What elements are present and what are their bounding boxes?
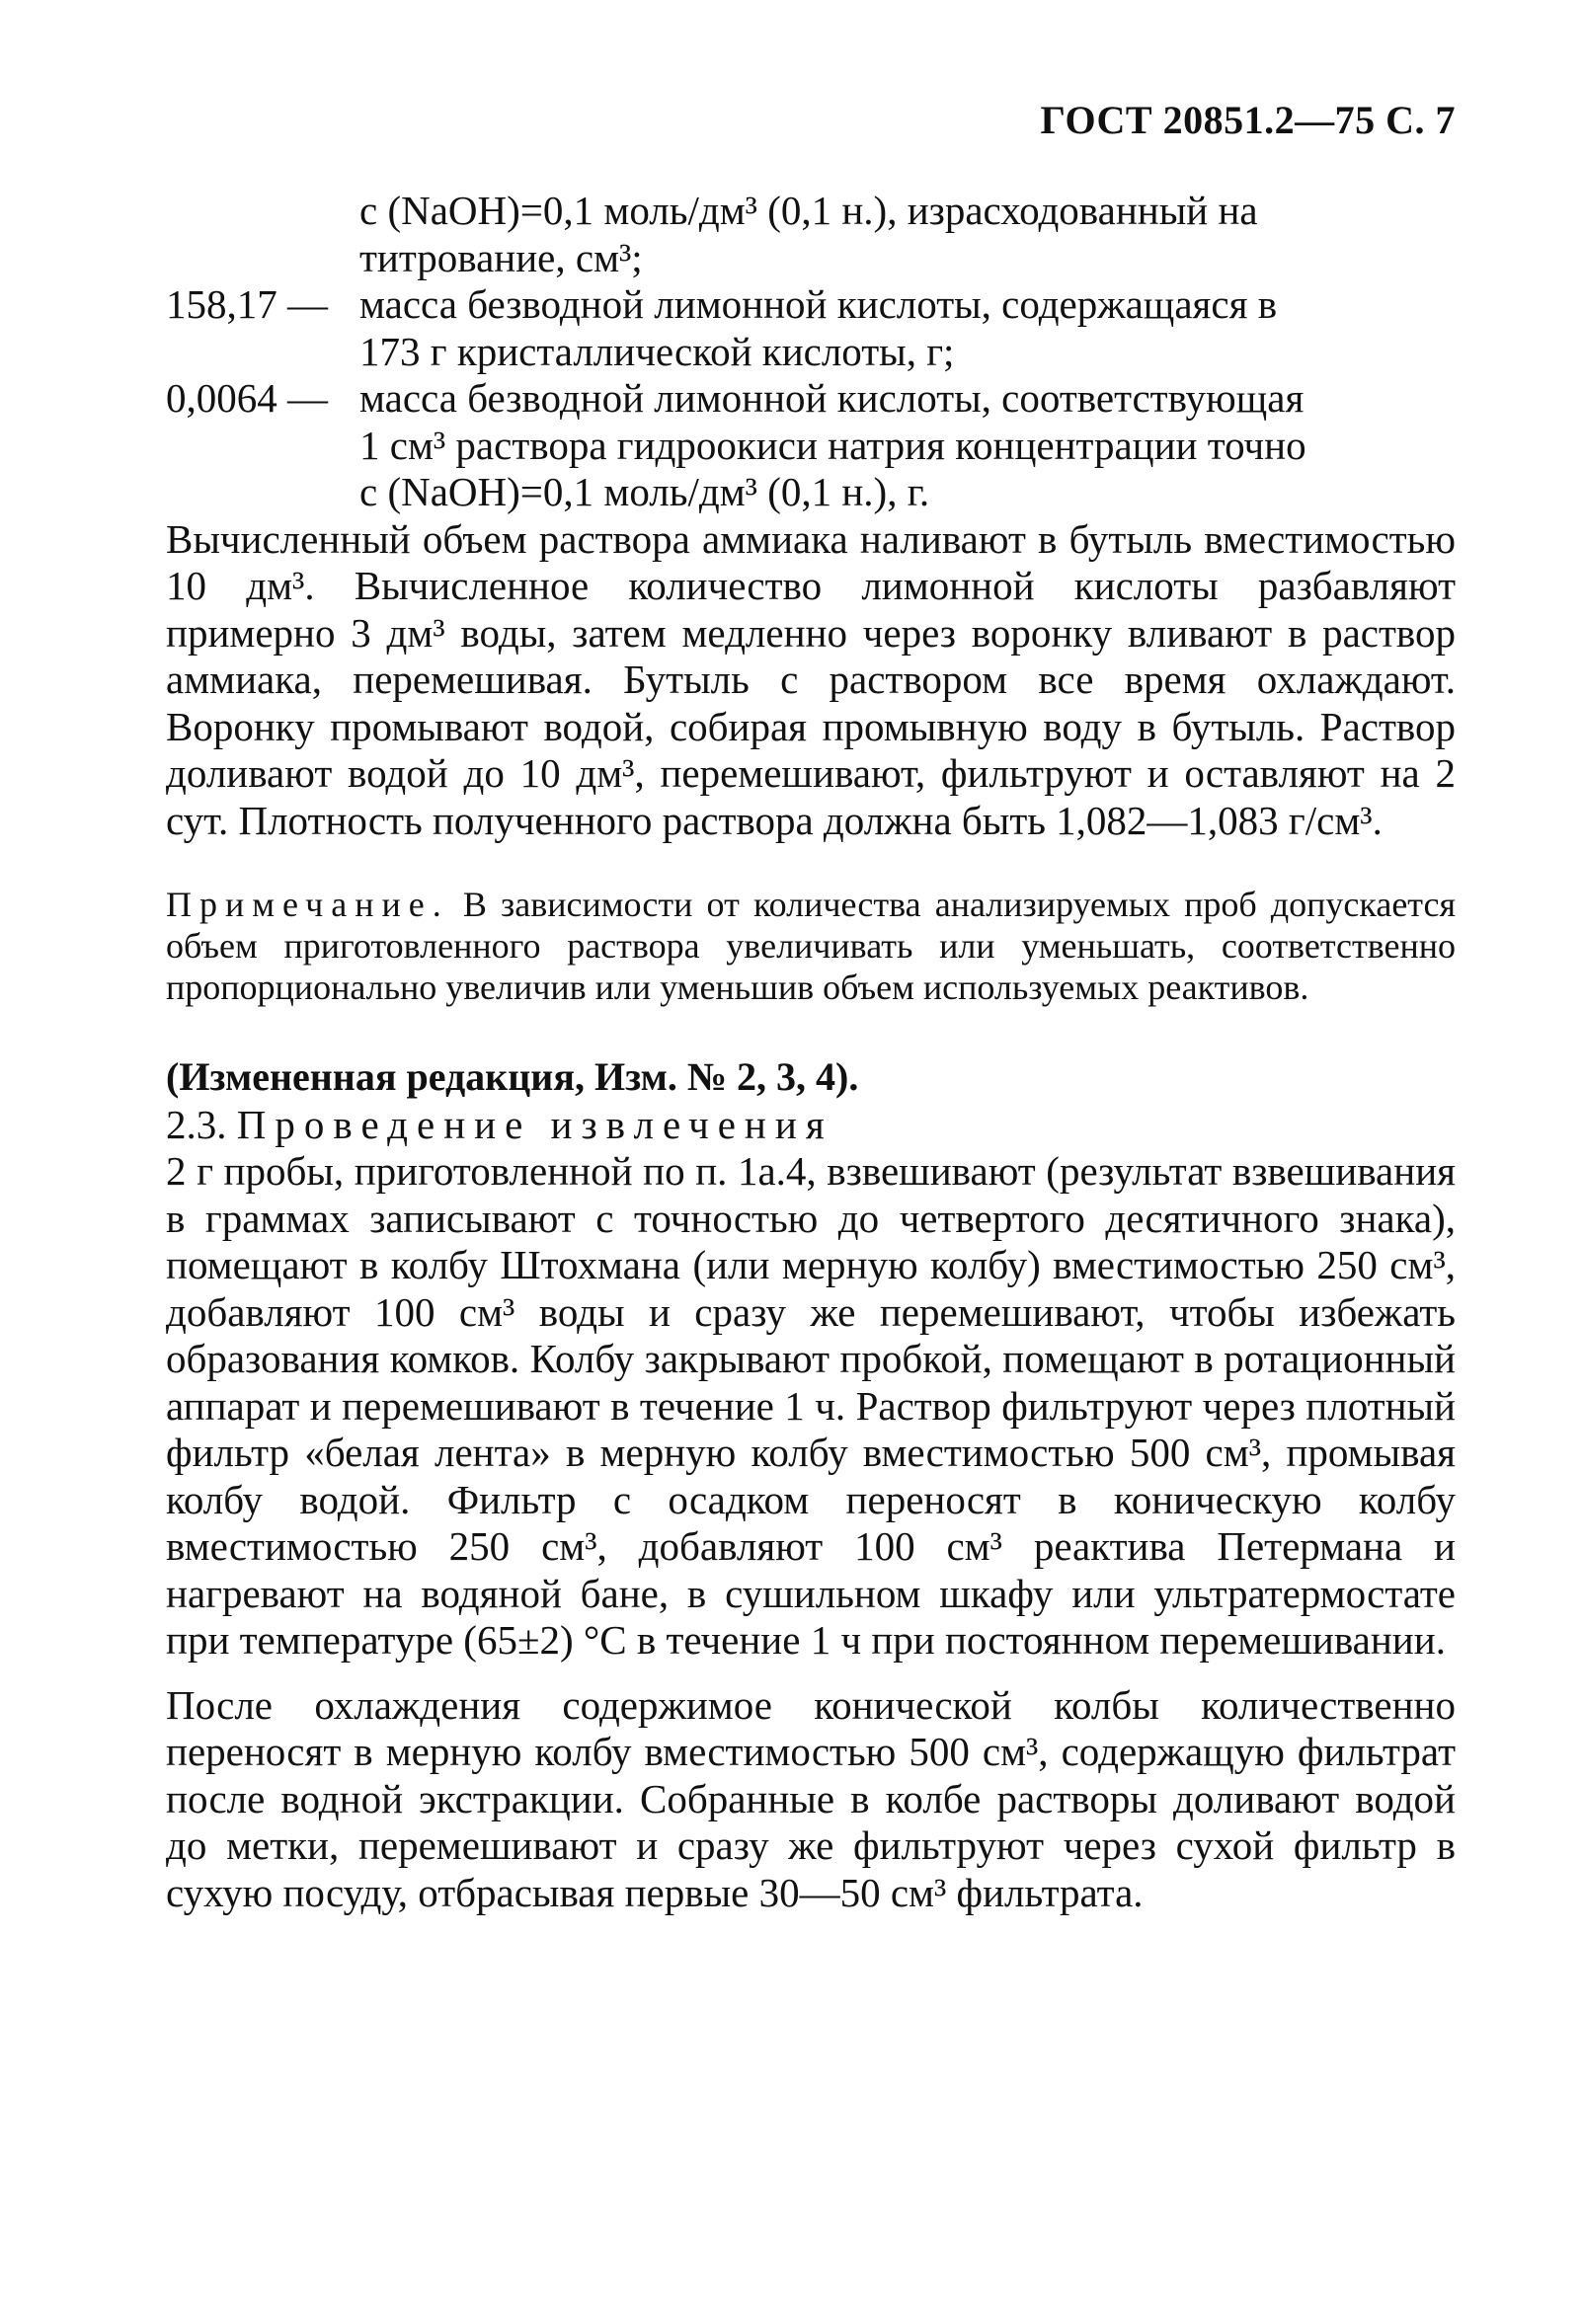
definition-line: c (NaOH)=0,1 моль/дм³ (0,1 н.), израсходованный на (359, 188, 1258, 233)
section-title: Проведение извлечения (236, 1102, 833, 1147)
definition-item-0064 (166, 375, 1456, 516)
definition-line: масса безводной лимонной кислоты, содержащаяся в (359, 281, 1278, 327)
definition-line: титрование, см³; (359, 234, 643, 280)
page-header: ГОСТ 20851.2—75 С. 7 (1040, 98, 1456, 142)
definition-line: 1 см³ раствора гидроокиси натрия концентрации точно (359, 422, 1306, 468)
document-body (166, 188, 1456, 1916)
paragraph-after-cooling: После охлаждения содержимое конической колбы количественно переносят в мерную колбу вместимостью 500 см³, содержащую фильтрат после водной экстракции. Собранные в колбе растворы доливают водой до метки, перемешивают и сразу же фильтруют через сухой фильтр в сухую посуду, отбрасывая первые 30—50 см³ фильтрата. (166, 1681, 1456, 1915)
definition-line: масса безводной лимонной кислоты, соответствующая (359, 375, 1305, 421)
definitions-list (166, 188, 1456, 516)
section-heading (166, 1101, 1456, 1148)
section-number: 2.3. (166, 1102, 227, 1147)
paragraph-extraction: 2 г пробы, приготовленной по п. 1а.4, взвешивают (результат взвешивания в граммах записывают с точностью до четвертого десятичного знака), помещают в колбу Штохмана (или мерную колбу) вместимостью 250 см³, добавляют 100 см³ воды и сразу же перемешивают, чтобы избежать образования комков. Колбу закрывают пробкой, помещают в ротационный аппарат и перемешивают в течение 1 ч. Раствор фильтруют через плотный фильтр «белая лента» в мерную колбу вместимостью 500 см³, промывая колбу водой. Фильтр с осадком переносят в коническую колбу вместимостью 250 см³, добавляют 100 см³ реактива Петермана и нагревают на водяной бане, в сушильном шкафу или ультратермостате при температуре (65±2) °С в течение 1 ч при постоянном перемешивании. (166, 1148, 1456, 1663)
definition-item-158 (166, 281, 1456, 375)
paragraph-preparation: Вычисленный объем раствора аммиака наливают в бутыль вместимостью 10 дм³. Вычисленное количество лимонной кислоты разбавляют примерно 3 дм³ воды, затем медленно через воронку вливают в раствор аммиака, перемешивая. Бутыль с раствором все время охлаждают. Воронку промывают водой, собирая промывную воду в бутыль. Раствор доливают водой до 10 дм³, перемешивают, фильтруют и оставляют на 2 сут. Плотность полученного раствора должна быть 1,082—1,083 г/см³. (166, 515, 1456, 843)
definition-symbol: 158,17 — (166, 281, 328, 327)
definition-item-naoh (166, 188, 1456, 281)
definition-line: 173 г кристаллической кислоты, г; (359, 328, 955, 374)
amended-edition: (Измененная редакция, Изм. № 2, 3, 4). (166, 1054, 859, 1099)
definition-line: c (NaOH)=0,1 моль/дм³ (0,1 н.), г. (359, 469, 930, 514)
definition-symbol: 0,0064 — (166, 375, 328, 421)
note-text: В зависимости от количества анализируемых проб допускается объем приготовленного раствора увеличивать или уменьшать, соответственно пропорционально увеличив или уменьшив объем используемых реактивов. (166, 885, 1457, 1007)
note-lead: Примечание. (166, 885, 449, 924)
note-block (166, 884, 1456, 1008)
